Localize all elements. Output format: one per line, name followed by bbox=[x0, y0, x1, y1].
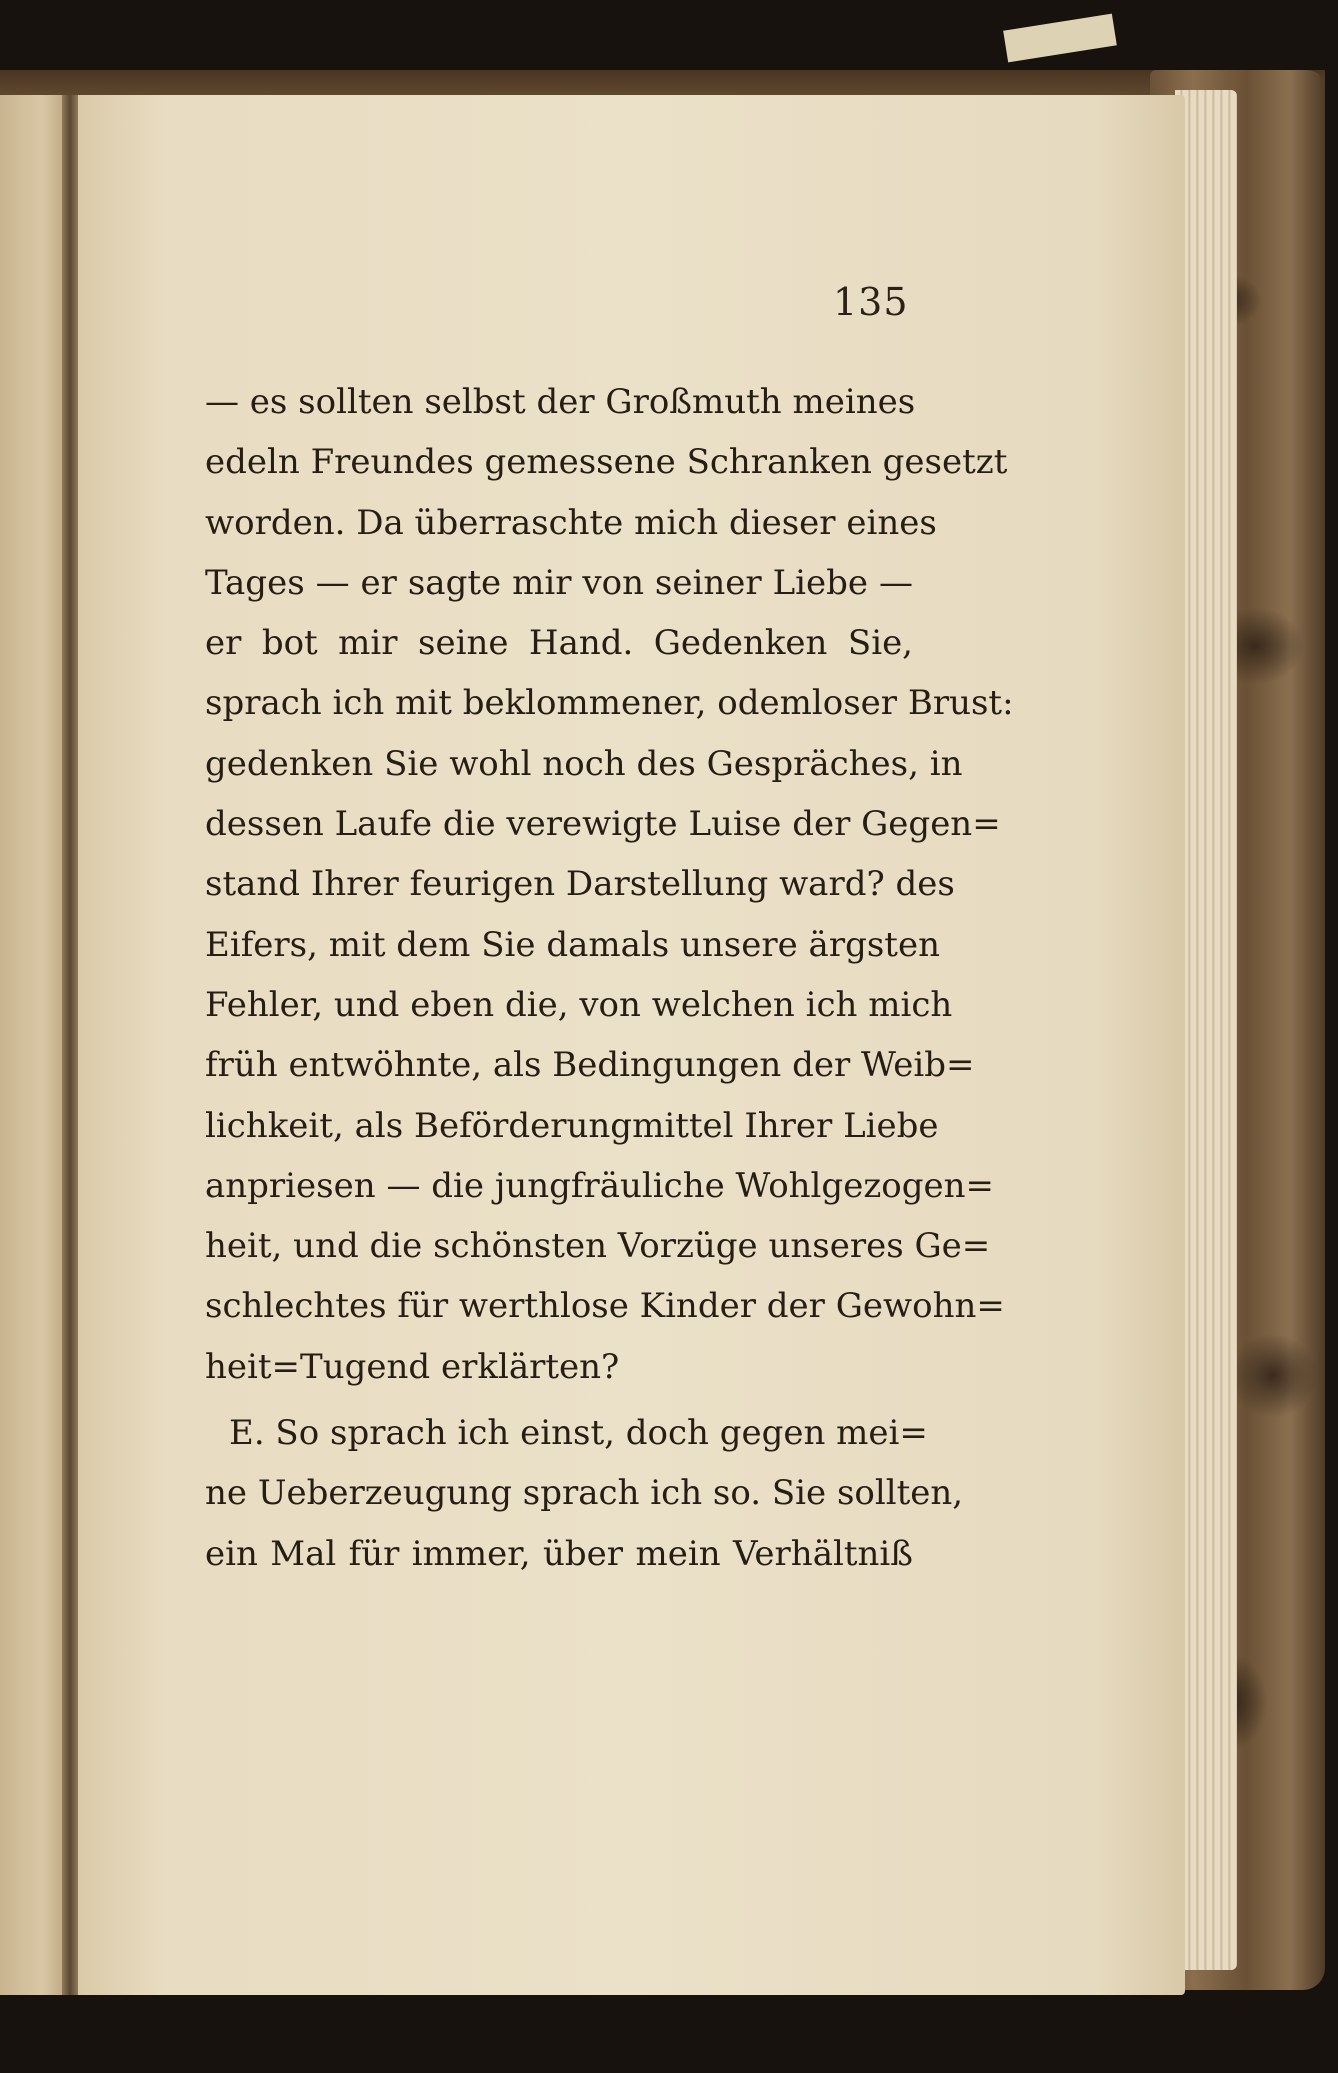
text-line: früh entwöhnte, als Bedingungen der Weib= bbox=[205, 1045, 975, 1086]
text-line: edeln Freundes gemessene Schranken gesetzt bbox=[205, 442, 1008, 483]
text-line: worden. Da überraschte mich dieser eines bbox=[205, 502, 937, 543]
text-line: E. So sprach ich einst, doch gegen mei= bbox=[229, 1413, 928, 1454]
facing-page-edge bbox=[0, 95, 70, 1995]
text-line: heit, und die schönsten Vorzüge unseres Ge= bbox=[205, 1226, 991, 1267]
text-line: — es sollten selbst der Großmuth meines bbox=[205, 382, 916, 422]
text-line: dessen Laufe die verewigte Luise der Gegen= bbox=[205, 804, 1001, 845]
text-line: Fehler, und eben die, von welchen ich mich bbox=[205, 984, 953, 1025]
body-text bbox=[205, 372, 1014, 1584]
text-line: lichkeit, als Beförderungmittel Ihrer Liebe bbox=[205, 1105, 939, 1146]
text-line: heit=Tugend erklärten? bbox=[205, 1346, 620, 1387]
text-line: ein Mal für immer, über mein Verhältniß bbox=[205, 1533, 913, 1574]
text-line: schlechtes für werthlose Kinder der Gewohn= bbox=[205, 1286, 1005, 1327]
text-line: Eifers, mit dem Sie damals unsere ärgsten bbox=[205, 924, 940, 965]
text-line: ne Ueberzeugung sprach ich so. Sie sollten, bbox=[205, 1473, 964, 1514]
text-line: gedenken Sie wohl noch des Gespräches, in bbox=[205, 743, 963, 784]
book-gutter bbox=[62, 95, 78, 1995]
text-line: er bot mir seine Hand. Gedenken Sie, bbox=[205, 623, 913, 664]
text-line: Tages — er sagte mir von seiner Liebe — bbox=[205, 562, 913, 603]
text-line: sprach ich mit beklommener, odemloser Brust: bbox=[205, 683, 1014, 724]
page-number: 135 bbox=[833, 280, 909, 324]
text-line: stand Ihrer feurigen Darstellung ward? des bbox=[205, 864, 955, 905]
text-line: anpriesen — die jungfräuliche Wohlgezogen= bbox=[205, 1165, 994, 1206]
